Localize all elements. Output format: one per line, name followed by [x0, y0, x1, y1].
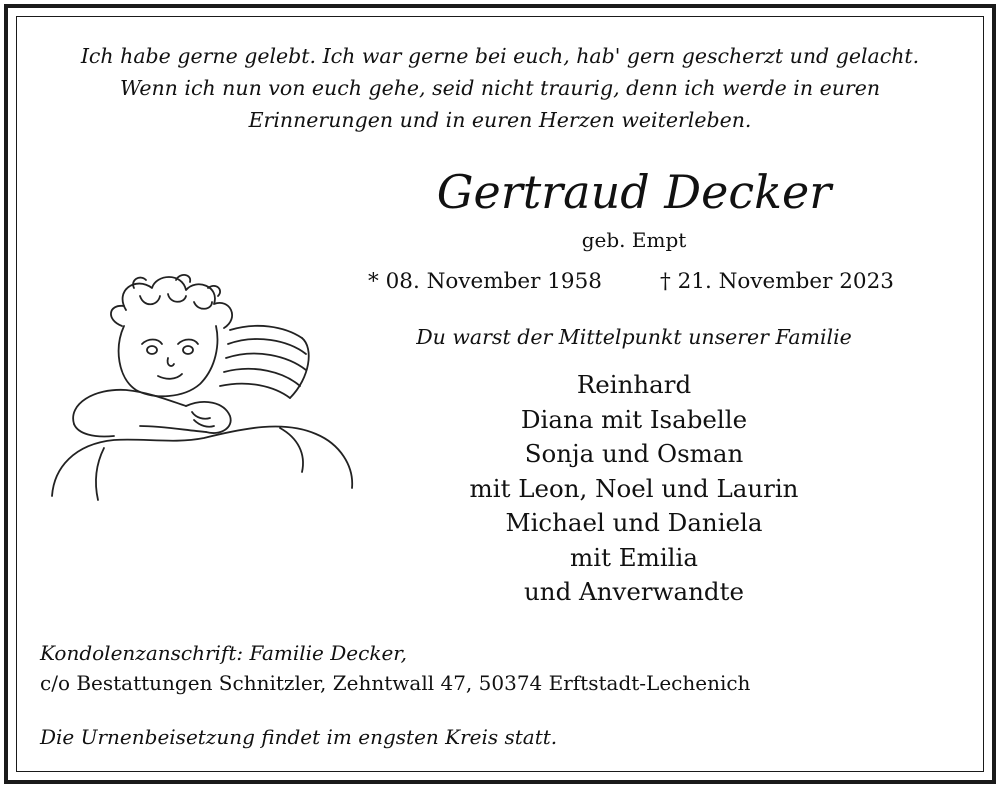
list-item: mit Leon, Noel und Laurin [469, 473, 799, 503]
condolence-line: Kondolenzanschrift: Familie Decker, [40, 641, 408, 665]
tribute-line: Du warst der Mittelpunkt unserer Familie [416, 325, 852, 349]
list-item: und Anverwandte [524, 577, 744, 606]
motto-poem [0, 40, 1000, 136]
list-item: Michael und Daniela [505, 508, 763, 537]
list-item: Sonja und Osman [524, 439, 744, 468]
maiden-name: geb. Empt [581, 228, 687, 252]
condolence-address [40, 638, 750, 698]
list-item: Diana mit Isabelle [520, 404, 748, 434]
family-list [380, 368, 888, 610]
motto-line: Wenn ich nun von euch gehe, seid nicht traurig, denn ich werde in euren [119, 76, 881, 100]
motto-line: Erinnerungen und in euren Herzen weiterleben. [248, 108, 752, 132]
motto-line: Ich habe gerne gelebt. Ich war gerne bei euch, hab' gern gescherzt und gelacht. [80, 44, 920, 68]
cherub-icon [44, 268, 364, 504]
list-item: Reinhard [576, 370, 692, 399]
death-date: † 21. November 2023 [660, 269, 894, 294]
list-item: mit Emilia [570, 542, 698, 572]
burial-note: Die Urnenbeisetzung findet im engsten Kreis statt. [40, 725, 558, 749]
condolence-line: c/o Bestattungen Schnitzler, Zehntwall 47, 50374 Erftstadt-Lechenich [40, 671, 751, 695]
deceased-name: Gertraud Decker [436, 165, 832, 219]
birth-date: * 08. November 1958 [368, 269, 602, 294]
